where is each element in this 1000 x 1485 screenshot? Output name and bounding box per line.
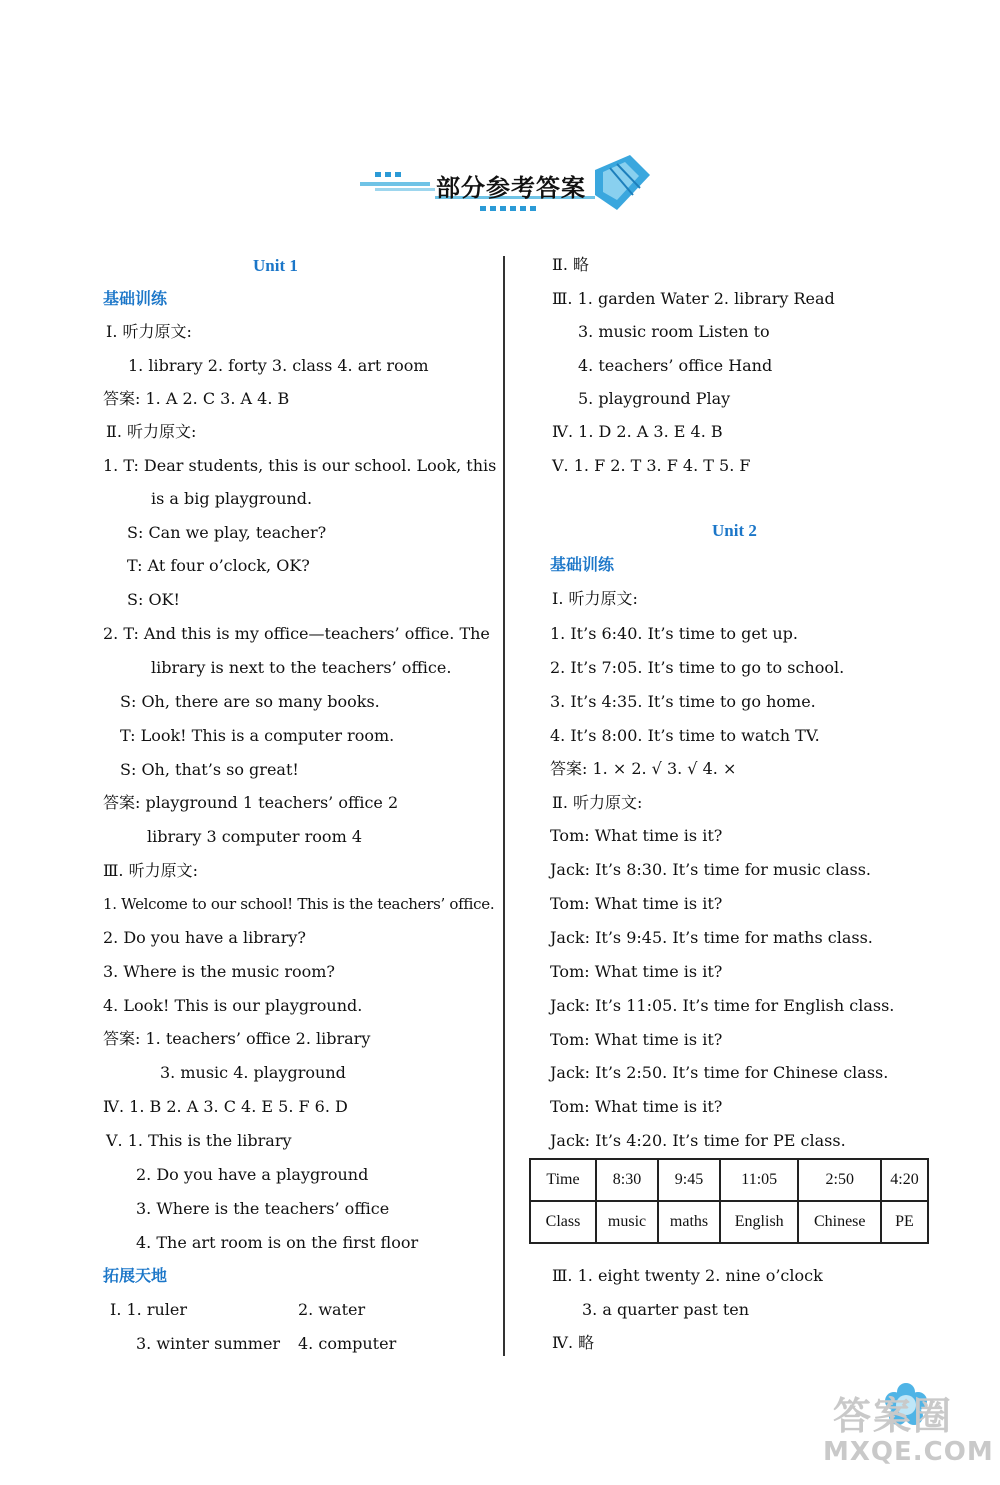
text-line: Ⅲ. 1. eight twenty 2. nine o’clock xyxy=(552,1266,823,1285)
table-cell: music xyxy=(596,1201,658,1243)
text-line: Tom: What time is it? xyxy=(550,962,723,981)
table-cell: 11:05 xyxy=(720,1159,798,1201)
text-line: S: Can we play, teacher? xyxy=(127,523,327,542)
text-line: 1. Welcome to our school! This is the teachers’ office. xyxy=(103,895,495,913)
text-line: 4. The art room is on the first floor xyxy=(136,1233,419,1252)
text-line: 3. winter summer xyxy=(136,1334,281,1353)
table-cell: PE xyxy=(881,1201,928,1243)
text-line: Jack: It’s 8:30. It’s time for music class. xyxy=(550,860,871,879)
text-line: T: Look! This is a computer room. xyxy=(120,726,395,745)
text-line: 2. T: And this is my office—teachers’ office. The xyxy=(103,624,490,643)
text-line: 3. a quarter past ten xyxy=(582,1300,750,1319)
text-line: Ⅰ. 听力原文: xyxy=(106,322,192,341)
table-cell: 8:30 xyxy=(596,1159,658,1201)
table-header-cell: Time xyxy=(530,1159,596,1201)
text-line: Jack: It’s 11:05. It’s time for English class. xyxy=(550,996,895,1015)
table-cell: English xyxy=(720,1201,798,1243)
text-line: Tom: What time is it? xyxy=(550,1030,723,1049)
text-line: Tom: What time is it? xyxy=(550,826,723,845)
table-cell: 9:45 xyxy=(658,1159,720,1201)
text-line: 答案: 1. teachers’ office 2. library xyxy=(103,1029,371,1048)
text-line: 4. It’s 8:00. It’s time to watch TV. xyxy=(550,726,820,745)
text-line: 2. Do you have a playground xyxy=(136,1165,369,1184)
text-line: Ⅳ. 1. D 2. A 3. E 4. B xyxy=(552,422,723,441)
text-line: 2. water xyxy=(298,1300,366,1319)
text-line: Ⅱ. 听力原文: xyxy=(552,793,643,812)
text-line: 3. It’s 4:35. It’s time to go home. xyxy=(550,692,816,711)
watermark-logo xyxy=(823,1385,993,1475)
section-extension: 拓展天地 xyxy=(103,1266,168,1285)
table-row xyxy=(530,1159,928,1201)
text-line: Ⅱ. 听力原文: xyxy=(106,422,197,441)
text-line: library 3 computer room 4 xyxy=(147,827,362,846)
text-line: T: At four o’clock, OK? xyxy=(127,556,310,575)
table-cell: 4:20 xyxy=(881,1159,928,1201)
table-cell: Chinese xyxy=(798,1201,881,1243)
text-line: Ⅴ. 1. This is the library xyxy=(106,1131,292,1150)
time-table xyxy=(529,1158,929,1244)
text-line: 5. playground Play xyxy=(578,389,731,408)
table-row xyxy=(530,1201,928,1243)
text-line: 1. T: Dear students, this is our school. Look, this xyxy=(103,456,497,475)
text-line: 答案: 1. × 2. √ 3. √ 4. × xyxy=(550,759,737,778)
text-line: Jack: It’s 4:20. It’s time for PE class. xyxy=(550,1131,846,1150)
text-line: 1. It’s 6:40. It’s time to get up. xyxy=(550,624,798,643)
text-line: Ⅲ. 1. garden Water 2. library Read xyxy=(552,289,835,308)
text-line: Ⅳ. 略 xyxy=(552,1333,595,1352)
text-line: Ⅱ. 略 xyxy=(552,255,590,274)
text-line: Jack: It’s 2:50. It’s time for Chinese class. xyxy=(550,1063,889,1082)
text-line: 4. Look! This is our playground. xyxy=(103,996,363,1015)
text-line: Ⅰ. 听力原文: xyxy=(552,589,638,608)
text-line: 1. library 2. forty 3. class 4. art room xyxy=(128,356,429,375)
table-cell: maths xyxy=(658,1201,720,1243)
unit-2-title: Unit 2 xyxy=(712,521,757,540)
text-line: Tom: What time is it? xyxy=(550,1097,723,1116)
text-line: Ⅲ. 听力原文: xyxy=(103,861,198,880)
text-line: S: Oh, that’s so great! xyxy=(120,760,299,779)
text-line: Ⅰ. 1. ruler xyxy=(110,1300,188,1319)
text-line: Tom: What time is it? xyxy=(550,894,723,913)
text-line: library is next to the teachers’ office. xyxy=(151,658,452,677)
table-header-cell: Class xyxy=(530,1201,596,1243)
text-line: S: OK! xyxy=(127,590,180,609)
column-divider xyxy=(503,256,505,1356)
text-line: 3. Where is the music room? xyxy=(103,962,335,981)
watermark-text: 答案圈 xyxy=(833,1394,954,1438)
text-line: Ⅳ. 1. B 2. A 3. C 4. E 5. F 6. D xyxy=(103,1097,348,1116)
text-line: 2. Do you have a library? xyxy=(103,928,306,947)
text-line: 2. It’s 7:05. It’s time to go to school. xyxy=(550,658,845,677)
text-line: Ⅴ. 1. F 2. T 3. F 4. T 5. F xyxy=(552,456,751,475)
text-line: 3. music 4. playground xyxy=(160,1063,346,1082)
section-basic-training: 基础训练 xyxy=(550,555,615,574)
text-line: Jack: It’s 9:45. It’s time for maths class. xyxy=(550,928,873,947)
section-basic-training: 基础训练 xyxy=(103,289,168,308)
unit-1-title: Unit 1 xyxy=(253,256,298,275)
text-line: S: Oh, there are so many books. xyxy=(120,692,380,711)
watermark-url: MXQE.COM xyxy=(823,1437,994,1467)
text-line: 3. Where is the teachers’ office xyxy=(136,1199,390,1218)
text-line: 3. music room Listen to xyxy=(578,322,770,341)
page-title: 部分参考答案 xyxy=(436,174,586,202)
text-line: 4. teachers’ office Hand xyxy=(578,356,773,375)
text-line: 答案: 1. A 2. C 3. A 4. B xyxy=(103,389,290,408)
text-line: 答案: playground 1 teachers’ office 2 xyxy=(103,793,399,812)
text-line: is a big playground. xyxy=(151,489,313,508)
table-cell: 2:50 xyxy=(798,1159,881,1201)
text-line: 4. computer xyxy=(298,1334,397,1353)
